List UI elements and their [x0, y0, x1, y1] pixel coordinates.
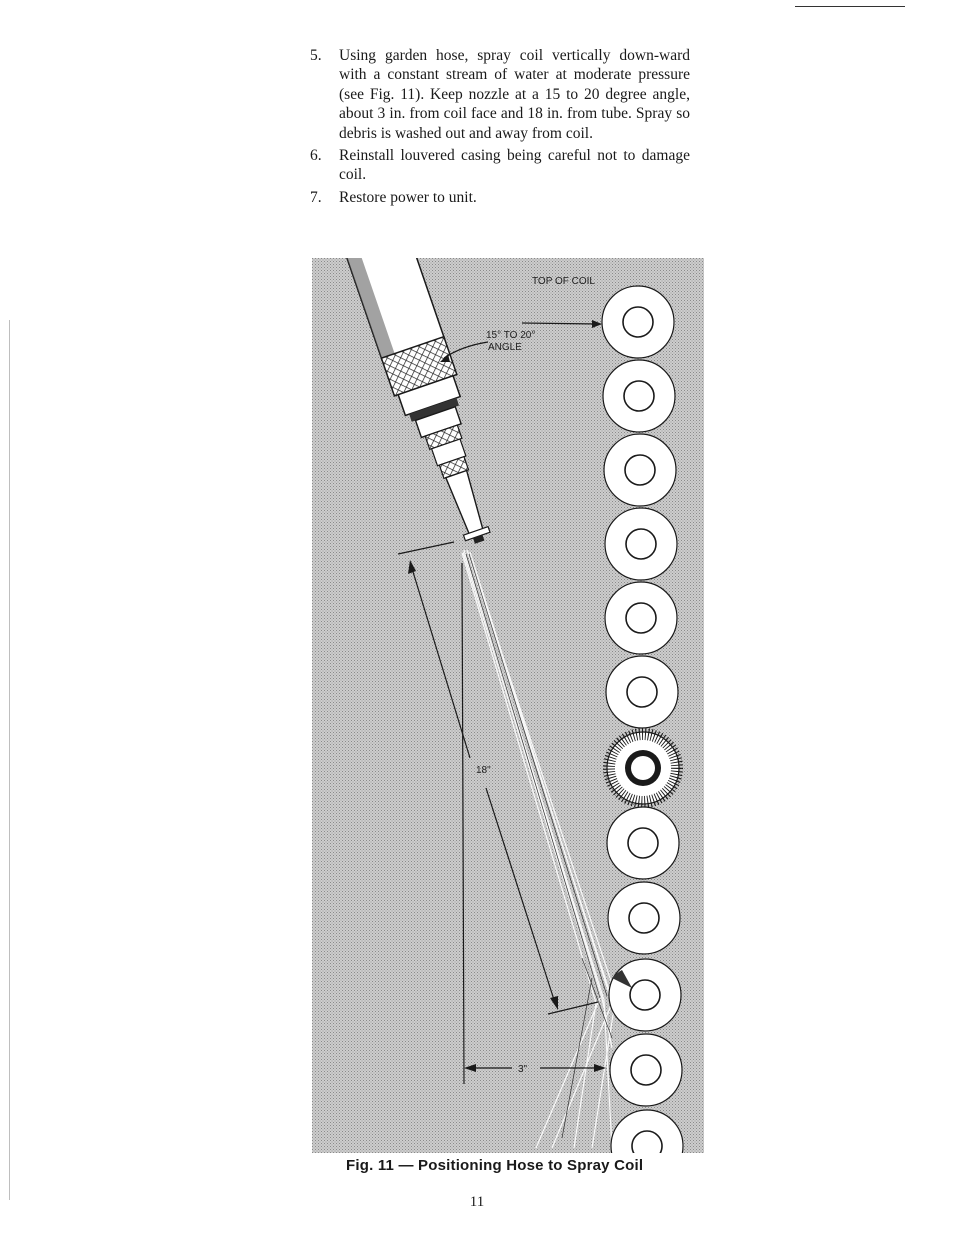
coil-tube — [606, 656, 678, 728]
label-angle: ANGLE — [488, 342, 522, 353]
step-6 — [310, 146, 690, 185]
label-top-of-coil: TOP OF COIL — [532, 276, 595, 287]
coil-tube-with-fins — [609, 959, 681, 1031]
step-number: 6. — [310, 147, 322, 165]
coil-tube-with-fins — [607, 732, 679, 804]
step-text: Reinstall louvered casing being careful not to damage coil. — [339, 147, 690, 184]
step-text: Using garden hose, spray coil vertically down-ward with a constant stream of water at moderate pressure (see Fig. 11). Keep nozzle at a 15 to 20 degree angle, about 3 in. from coil face and 18 in. from tube. Spray so debris is washed out and away from coil. — [339, 47, 690, 142]
step-number: 7. — [310, 188, 322, 206]
step-5 — [310, 46, 690, 143]
coil-tube — [602, 286, 674, 358]
step-7 — [310, 188, 690, 207]
instruction-list — [310, 46, 690, 210]
step-text: Restore power to unit. — [339, 188, 477, 206]
figure-illustration — [312, 258, 704, 1153]
coil-tube — [604, 434, 676, 506]
coil-tube — [603, 360, 675, 432]
label-18-inches: 18" — [476, 765, 491, 776]
coil-tube — [605, 508, 677, 580]
coil-tube — [608, 882, 680, 954]
label-angle-degrees: 15° TO 20° — [486, 330, 536, 341]
figure-hose-spray-coil — [312, 258, 704, 1153]
scan-margin-line — [9, 320, 10, 1200]
coil-tube — [605, 582, 677, 654]
page-number: 11 — [469, 1194, 485, 1210]
coil-tube — [607, 807, 679, 879]
figure-caption: Fig. 11 — Positioning Hose to Spray Coil — [346, 1157, 644, 1174]
label-3-inches: 3" — [518, 1064, 528, 1075]
scan-edge-line — [795, 6, 905, 7]
coil-tube — [610, 1034, 682, 1106]
step-number: 5. — [310, 47, 322, 64]
